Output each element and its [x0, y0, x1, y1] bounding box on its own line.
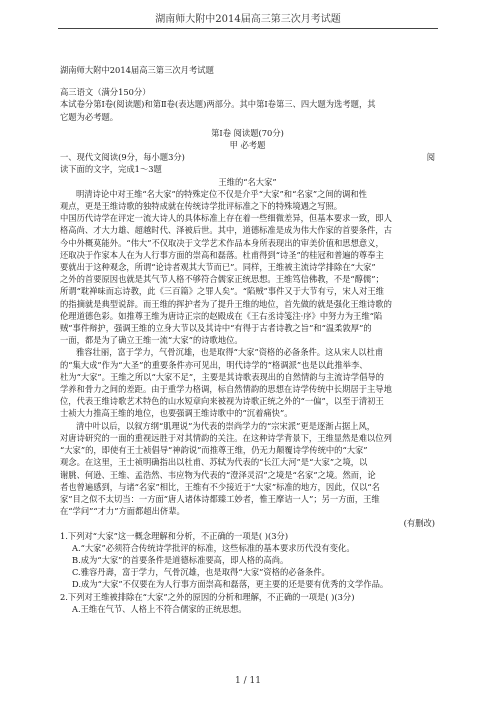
- answer-option: C.雅容丹壽，富于学力，气骨沉雄，也是取得“大家”资格的必备条件。: [72, 567, 330, 578]
- article-line: 雅容壮丽，富于学力，气骨沉雄，也是取得“大家”资格的必备条件。这从宋人以杜甫: [76, 347, 384, 358]
- document-body: [60, 64, 435, 615]
- article-line: 明清诗论中对王维“名大家”的特殊定位不仅是介乎“大家”和“名家”之间的调和性: [76, 188, 367, 199]
- article-line: 谢朓、何逊、王维、孟浩然、韦应物为代表的“澄泽灵沼”之境是“名家”之境。然而，论: [60, 469, 376, 480]
- article-line: 所谓“耽禅味而忘诗教，此《三百篇》之罪人矣”。“陷贼”事件又于大节有亏，宋人对王维: [60, 286, 384, 297]
- article-line: 观点，更是王维诗歌的独特成就在传统诗学批评标准之下的特殊境遇之写照。: [60, 201, 343, 212]
- question-stem: 2.下列对王维被排除在“大家”之外的原因的分析和理解，不正确的一项是( )(3分): [60, 591, 355, 602]
- subject-line: 高三语文（满分150分）: [60, 87, 151, 98]
- article-line: 家”目之似不太切当：一方面“唐人诸体诗都臻工妙者，惟王摩诘一人”；另一方面，王维: [60, 493, 380, 504]
- article-line: 观念。在这里，王士祯明确指出以杜甫、苏轼为代表的“长江大河”是“大家”之境，以: [60, 457, 368, 468]
- question-stem: 1.下列对“大家”这一概念理解和分析，不正确的一项是( )(3分): [60, 530, 289, 541]
- article-title: 王维的“名大家”: [218, 176, 277, 187]
- source-note: (有删改): [403, 518, 435, 529]
- article-text: [60, 188, 435, 517]
- doc-title: 湖南师大附中2014届高三第三次月考试题: [60, 65, 214, 75]
- article-line: 者也曾遍感到，与诸“名家”相比，王维有不少接近于“大家”标准的地方，因此，仅以“名: [60, 481, 380, 492]
- article-line: 学养和骨力之间的差距。由于重学力格调，标自然情韵的思想在诗学传统中长期居于主导地: [60, 384, 392, 395]
- article-line: 之外的首要原因也就是其气节人格不够符合儒家正统思想。王维笃信佛教，不是“醇儒”；: [60, 274, 384, 285]
- answer-option: A.“大家”必须符合传统诗学批评的标准，这些标准的基本要求历代没有变化。: [72, 542, 355, 553]
- article-line: 伦理道德色彩。如推尊王维为唐诗正宗的赵殿成在《王右丞诗笺注·序》中努力为王维“陷: [60, 310, 383, 321]
- q1-header-row: [60, 151, 435, 163]
- article-line: 的指摘就是典型说辞。而王维的挥护者为了提升王维的地位，首先做的就是强化王维诗歌的: [60, 298, 392, 309]
- article-line: 的“集大成”作为“大圣”的重要条件亦可见出，明代诗学的“格调派”也是以此推举李、: [60, 359, 368, 370]
- article-line: 在“学问”“才力”方面都超出侪辈。: [60, 506, 185, 517]
- article-line: 士祯大力推高王维的地位，也要强调王维诗歌中的“沉着痛快”。: [60, 408, 293, 419]
- running-header: 湖南师大附中2014届高三第三次月考试题: [155, 14, 341, 25]
- article-line: 还取决于作家本人在为人行事方面的崇高和磊落。杜甫得到“诗圣”的桂冠和普遍的尊奉主: [60, 249, 384, 260]
- section-a-title: 甲 必考题: [229, 140, 266, 151]
- article-line: 一面，都是为了确立王维一流“大家”的诗歌地位。: [60, 335, 243, 346]
- page-number: 1 / 11: [235, 676, 261, 686]
- article-line: 对唐诗研究的一面的重视远胜于对其情韵的关注。在这种诗学背景下，王维显然是难以位列: [60, 432, 392, 443]
- article-line: 贼”事件辩护，强调王维的立身大节以及其诗中“有得于古者诗教之旨”和“温柔敦厚”的: [60, 323, 372, 334]
- article-line: 今中外概莫能外。“伟大”不仅取决于文学艺术作品本身所表现出的审美价值和思想意义，: [60, 237, 384, 248]
- intro-line: 本试卷分第Ⅰ卷(阅读题)和第Ⅱ卷(表达题)两部分。其中第Ⅰ卷第三、四大题为选考题，其: [60, 99, 376, 110]
- q1-header: 一、现代文阅读(9分，每小题3分): [60, 152, 185, 163]
- question-list: [60, 530, 435, 615]
- answer-option: B.成为“大家”的首要条件是道德标准要高，即人格的高尚。: [72, 554, 289, 565]
- answer-option: A.王维在气节、人格上不符合儒家的正统思想。: [72, 603, 247, 614]
- article-line: 中国历代诗学在评定一流大诗人的具体标准上存在着一些细微差异，但基本要求一致，即人: [60, 213, 392, 224]
- article-line: 杜为“大家”。王维之所以“大家不足”，主要是其诗歌表现出的自然情韵与主流诗学倡导的: [60, 371, 384, 382]
- article-line: 清中叶以后，以叙方纲“肌理说”为代表的崇尚学力的“宗宋派”更是逐渐占据上风，: [76, 420, 376, 431]
- article-line: 位，代表王维诗歌艺术特色的山水短章向来被视为诗歌正统之外的“一偏”，以至于清初王: [60, 396, 384, 407]
- article-line: “大家”的，即使有王士祯倡导“神韵说”而推尊王维，仍无力颠覆诗学传统中的“大家”: [60, 445, 368, 456]
- article-line: 格高尚、才大力雄、超越时代、泽被后世。其中，道德标准是成为伟大作家的首要条件，古: [60, 225, 392, 236]
- header-divider: [58, 28, 438, 29]
- q1-instruction: 读下面的文字，完成1～3题: [60, 164, 162, 175]
- answer-option: D.成为“大家”不仅要在为人行事方面崇高和磊落，更主要的还是要有优秀的文学作品。: [72, 579, 389, 590]
- part1-title: 第Ⅰ卷 阅读题(70分): [211, 127, 284, 138]
- q1-header-right: 阅: [426, 152, 435, 163]
- article-line: 要就出于这种观念，所谓“论诗者观其大节而已”。同样，王维被主流诗学排除在“大家”: [60, 262, 376, 273]
- intro-line: 它题为必考题。: [60, 111, 119, 122]
